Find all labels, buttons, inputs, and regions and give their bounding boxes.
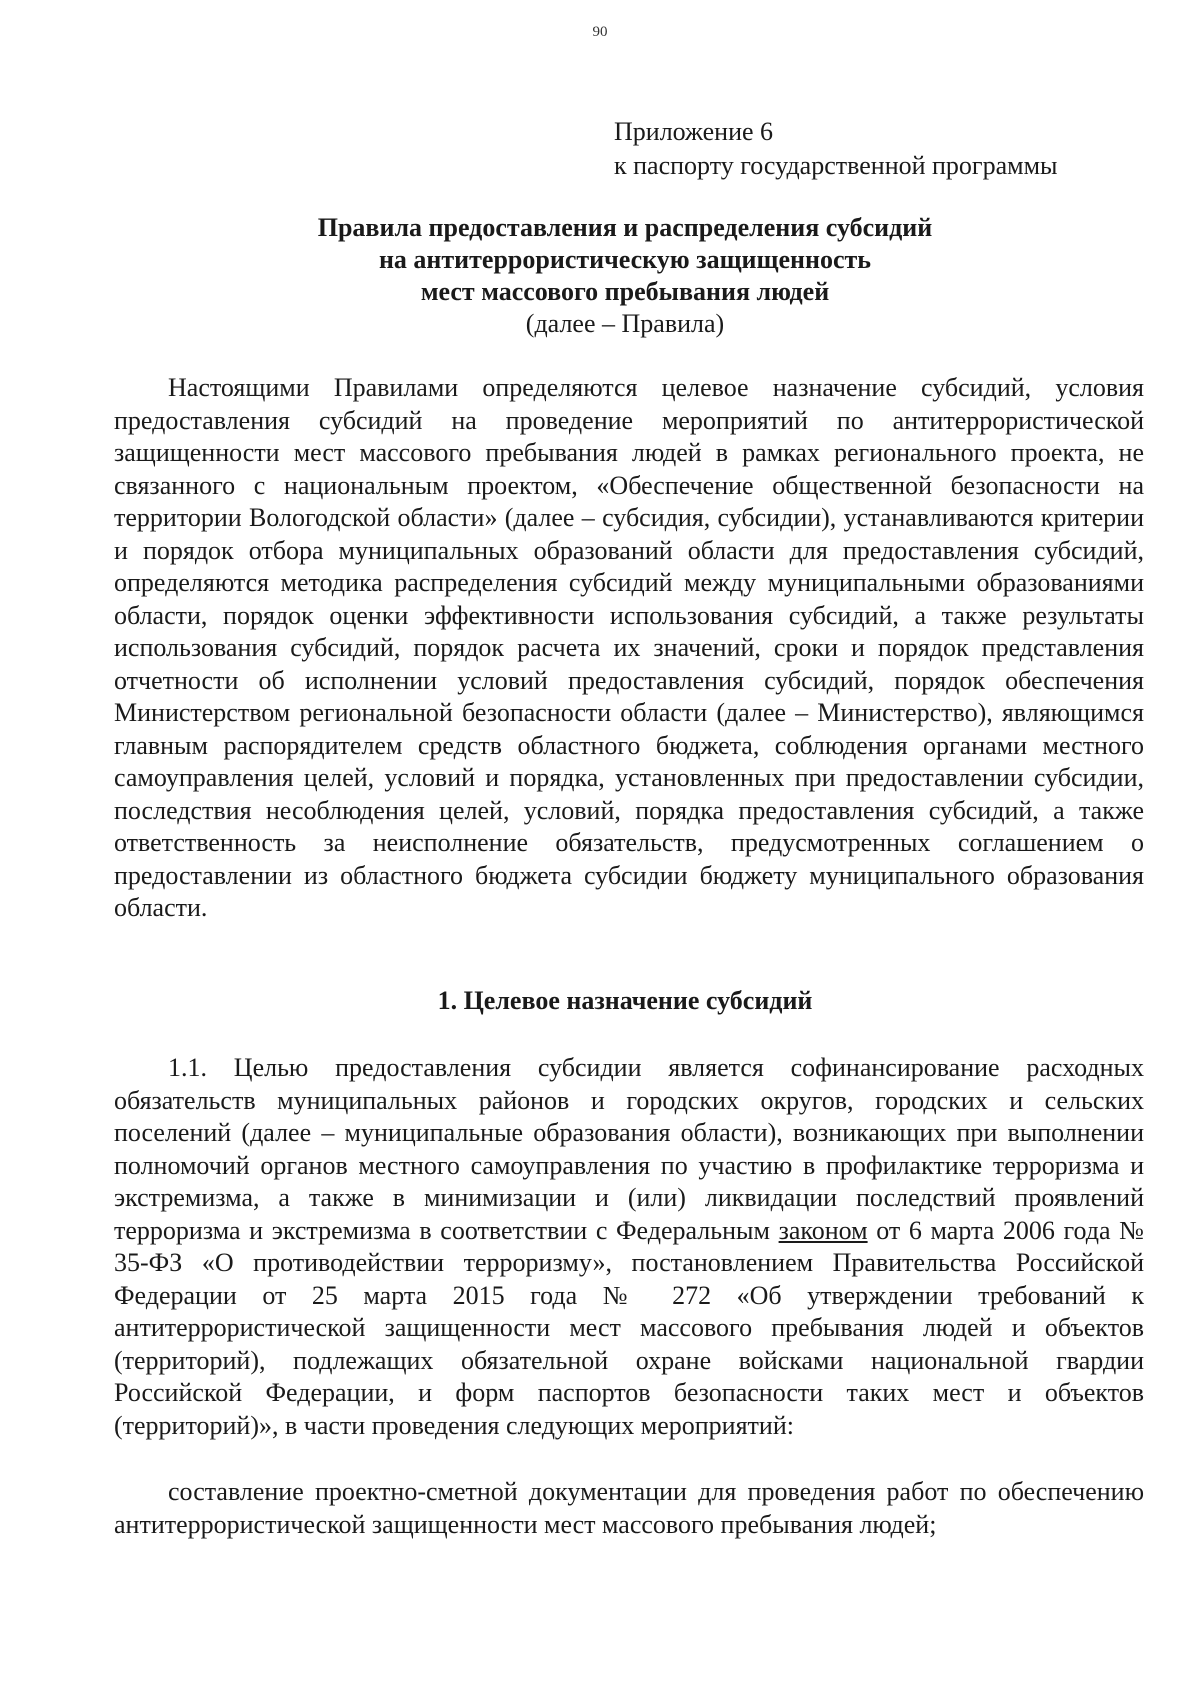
paragraph-1-1: [114, 1052, 1144, 1442]
title-line-4: (далее – Правила): [525, 309, 725, 338]
document-title: [110, 212, 1140, 340]
intro-paragraph: Настоящими Правилами определяются целевое назначение субсидий, условия предоставления субсидий на проведение мероприятий по антитеррористической защищенности мест массового пребывания людей в рамках регионального проекта, не связанного с национальным проектом, «Обеспечение общественной безопасности на территории Вологодской области» (далее – субсидия, субсидии), устанавливаются критерии и порядок отбора муниципальных образований области для предоставления субсидий, определяются методика распределения субсидий между муниципальными образованиями области, порядок оценки эффективности использования субсидий, а также результаты использования субсидий, порядок расчета их значений, сроки и порядок представления отчетности об исполнении условий предоставления субсидий, порядок обеспечения Министерством региональной безопасности области (далее – Министерство), являющимся главным распорядителем средств областного бюджета, соблюдения органами местного самоуправления целей, условий и порядка, установленных при предоставлении субсидии, последствия несоблюдения целей, условий, порядка предоставления субсидий, а также ответственность за неисполнение обязательств, предусмотренных соглашением о предоставлении из областного бюджета субсидии бюджету муниципального образования области.: [114, 373, 1144, 922]
paragraph-1-1-text: [114, 1052, 1144, 1442]
section-1-heading: 1. Целевое назначение субсидий: [437, 986, 813, 1015]
title-line-1: Правила предоставления и распределения субсидий: [317, 213, 933, 242]
paragraph-compose-text: составление проектно-сметной документации для проведения работ по обеспечению антитеррористической защищенности мест массового пребывания людей;: [114, 1477, 1144, 1539]
page-number: 90: [592, 24, 608, 40]
title-line-3: мест массового пребывания людей: [420, 277, 830, 306]
intro-section: [114, 372, 1144, 925]
appendix-caption: [614, 115, 1058, 183]
appendix-line-2: к паспорту государственной программы: [614, 151, 1058, 180]
paragraph-1-1-before: 1.1. Целью предоставления субсидии является софинансирование расходных обязательств муниципальных районов и городских округов, городских и сельских поселений (далее – муниципальные образования области), возникающих при выполнении полномочий органов местного самоуправления по участию в профилактике терроризма и экстремизма, а также в минимизации и (или) ликвидации последствий проявлений терроризма и экстремизма в соответствии с Федеральным: [114, 1053, 1144, 1245]
paragraph-1-1-after: от 6 марта 2006 года № 35-ФЗ «О противодействии терроризму», постановлением Правительства Российской Федерации от 25 марта 2015 года № 272 «Об утверждении требований к антитеррористической защищенности мест массового пребывания людей и объектов (территорий), подлежащих обязательной охране войсками национальной гвардии Российской Федерации, и форм паспортов безопасности таких мест и объектов (территорий)», в части проведения следующих мероприятий:: [114, 1215, 1144, 1440]
paragraph-compose: [114, 1476, 1144, 1541]
title-line-2: на антитеррористическую защищенность: [378, 245, 872, 274]
law-link[interactable]: законом: [778, 1215, 868, 1245]
appendix-line-1: Приложение 6: [614, 117, 774, 146]
